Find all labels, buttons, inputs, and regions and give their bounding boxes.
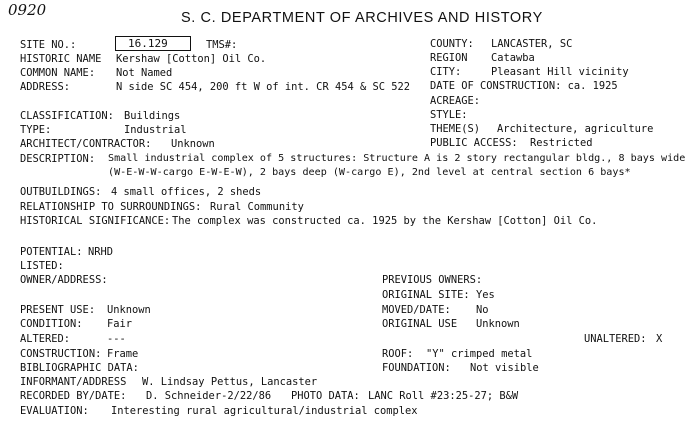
common-name-value: Not Named [116, 67, 173, 79]
site-no-label: SITE NO.: [20, 39, 77, 51]
handwritten-number: 0920 [8, 1, 47, 19]
potential-value: NRHD [88, 246, 114, 258]
region-value: Catawba [491, 52, 535, 64]
original-site-label: ORIGINAL SITE: [382, 289, 470, 301]
potential-label: POTENTIAL: [20, 246, 83, 258]
historical-significance-value: The complex was constructed ca. 1925 by the Kershaw [Cotton] Oil Co. [172, 215, 598, 227]
original-use-value: Unknown [476, 318, 520, 330]
photo-data-label: PHOTO DATA: [291, 390, 360, 402]
common-name-label: COMMON NAME: [20, 67, 96, 79]
roof-label: ROOF: [382, 348, 414, 360]
informant-label: INFORMANT/ADDRESS [20, 376, 127, 388]
themes-value: Architecture, agriculture [497, 123, 654, 135]
type-label: TYPE: [20, 124, 52, 136]
classification-value: Buildings [124, 110, 181, 122]
photo-data-value: LANC Roll #23:25-27; B&W [368, 390, 519, 402]
site-no-value: 16.129 [128, 37, 168, 50]
moved-date-value: No [476, 304, 489, 316]
historical-significance-label: HISTORICAL SIGNIFICANCE: [20, 215, 171, 227]
region-label: REGION [430, 52, 468, 64]
outbuildings-value: 4 small offices, 2 sheds [111, 186, 262, 198]
type-value: Industrial [124, 124, 187, 136]
unaltered-label: UNALTERED: [584, 333, 647, 345]
altered-label: ALTERED: [20, 333, 71, 345]
roof-value: "Y" crimped metal [426, 348, 533, 360]
owner-address-label: OWNER/ADDRESS: [20, 274, 108, 286]
city-label: CITY: [430, 66, 462, 78]
listed-label: LISTED: [20, 260, 64, 272]
public-access-value: Restricted [530, 137, 593, 149]
relationship-label: RELATIONSHIP TO SURROUNDINGS: [20, 201, 202, 213]
unaltered-value: X [656, 333, 663, 345]
original-use-label: ORIGINAL USE [382, 318, 458, 330]
classification-label: CLASSIFICATION: [20, 110, 114, 122]
city-value: Pleasant Hill vicinity [491, 66, 629, 78]
themes-label: THEME(S) [430, 123, 481, 135]
historic-name-value: Kershaw [Cotton] Oil Co. [116, 53, 267, 65]
condition-value: Fair [107, 318, 133, 330]
altered-value: --- [107, 333, 126, 345]
construction-value: Frame [107, 348, 139, 360]
bibliographic-label: BIBLIOGRAPHIC DATA: [20, 362, 139, 374]
address-value: N side SC 454, 200 ft W of int. CR 454 & SC 522 [116, 81, 411, 93]
recorded-value: D. Schneider-2/22/86 [146, 390, 272, 402]
description-line-2: (W-E-W-W-cargo E-W-E-W), 2 bays deep (W-cargo E), 2nd level at central section 6 bays* [108, 167, 631, 178]
present-use-label: PRESENT USE: [20, 304, 96, 316]
description-label: DESCRIPTION: [20, 153, 96, 165]
header-title: S. C. DEPARTMENT OF ARCHIVES AND HISTORY [181, 10, 543, 26]
evaluation-label: EVALUATION: [20, 405, 89, 417]
address-label: ADDRESS: [20, 81, 71, 93]
style-label: STYLE: [430, 109, 468, 121]
public-access-label: PUBLIC ACCESS: [430, 137, 518, 149]
tms-label: TMS#: [206, 39, 238, 51]
evaluation-value: Interesting rural agricultural/industrial complex [111, 405, 418, 417]
date-construction: DATE OF CONSTRUCTION: ca. 1925 [430, 80, 618, 92]
architect-label: ARCHITECT/CONTRACTOR: [20, 138, 152, 150]
informant-value: W. Lindsay Pettus, Lancaster [142, 376, 318, 388]
condition-label: CONDITION: [20, 318, 83, 330]
moved-date-label: MOVED/DATE: [382, 304, 451, 316]
historic-name-label: HISTORIC NAME [20, 53, 102, 65]
description-line-1: Small industrial complex of 5 structures: Structure A is 2 story rectangular bldg., 8 bays wide [108, 153, 686, 164]
construction-label: CONSTRUCTION: [20, 348, 102, 360]
foundation-label: FOUNDATION: [382, 362, 451, 374]
recorded-label: RECORDED BY/DATE: [20, 390, 127, 402]
present-use-value: Unknown [107, 304, 151, 316]
original-site-value: Yes [476, 289, 495, 301]
architect-value: Unknown [171, 138, 215, 150]
outbuildings-label: OUTBUILDINGS: [20, 186, 102, 198]
county-label: COUNTY: [430, 38, 474, 50]
foundation-value: Not visible [470, 362, 539, 374]
previous-owners-label: PREVIOUS OWNERS: [382, 274, 483, 286]
acreage-label: ACREAGE: [430, 95, 481, 107]
relationship-value: Rural Community [210, 201, 304, 213]
county-value: LANCASTER, SC [491, 38, 573, 50]
